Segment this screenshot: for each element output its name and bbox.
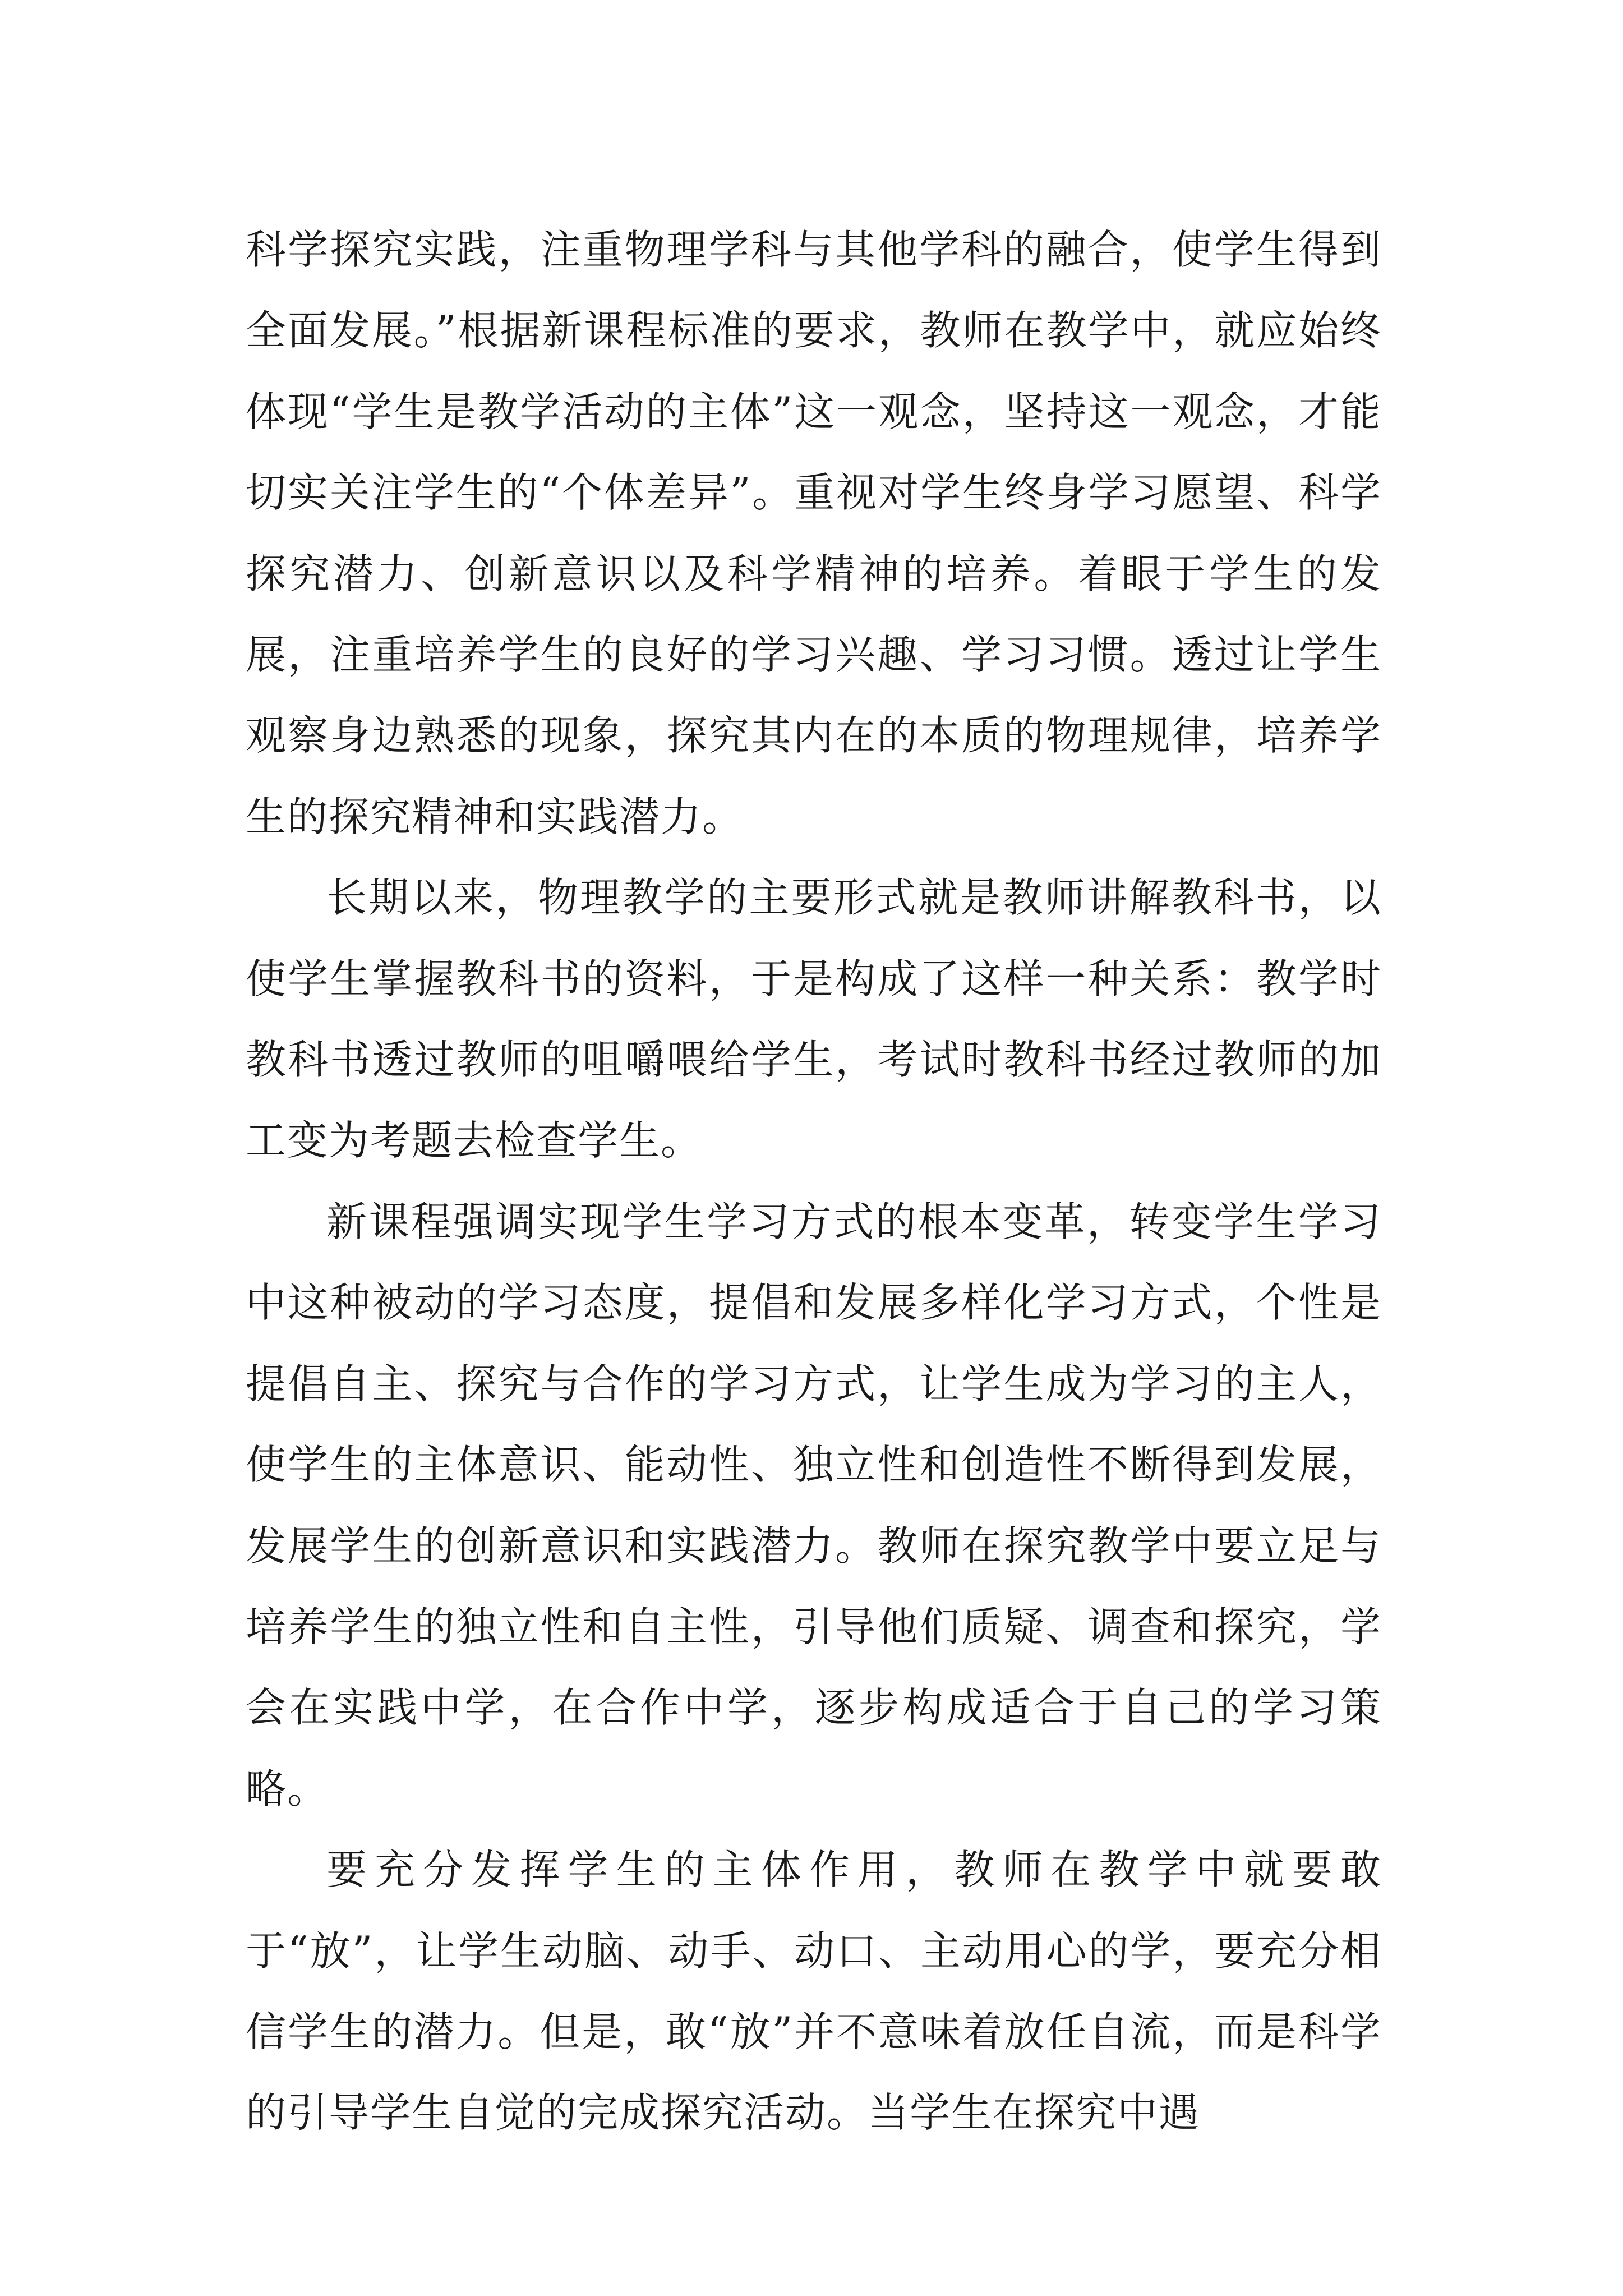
- paragraph-1: 科学探究实践，注重物理学科与其他学科的融合，使学生得到全面发展。”根据新课程标准的要求，教师在教学中，就应始终体现“学生是教学活动的主体”这一观念，坚持这一观念，才能切实关注学生的“个体差异”。重视对学生终身学习愿望、科学探究潜力、创新意识以及科学精神的培养。着眼于学生的发展，注重培养学生的良好的学习兴趣、学习习惯。透过让学生观察身边熟悉的现象，探究其内在的本质的物理规律，培养学生的探究精神和实践潜力。: [246, 226, 1382, 840]
- body-text: [246, 209, 1382, 2154]
- paragraph-3: 新课程强调实现学生学习方式的根本变革，转变学生学习中这种被动的学习态度，提倡和发展多样化学习方式，个性是提倡自主、探究与合作的学习方式，让学生成为学习的主人，使学生的主体意识、能动性、独立性和创造性不断得到发展，发展学生的创新意识和实践潜力。教师在探究教学中要立足与培养学生的独立性和自主性，引导他们质疑、调查和探究，学会在实践中学，在合作中学，逐步构成适合于自己的学习策略。: [246, 1198, 1382, 1812]
- paragraph-2: 长期以来，物理教学的主要形式就是教师讲解教科书，以使学生掌握教科书的资料，于是构成了这样一种关系：教学时教科书透过教师的咀嚼喂给学生，考试时教科书经过教师的加工变为考题去检查学生。: [246, 874, 1382, 1165]
- paragraph-4: 要充分发挥学生的主体作用，教师在教学中就要敢于“放”，让学生动脑、动手、动口、主动用心的学，要充分相信学生的潜力。但是，敢“放”并不意味着放任自流，而是科学的引导学生自觉的完成探究活动。当学生在探究中遇: [246, 1846, 1382, 2137]
